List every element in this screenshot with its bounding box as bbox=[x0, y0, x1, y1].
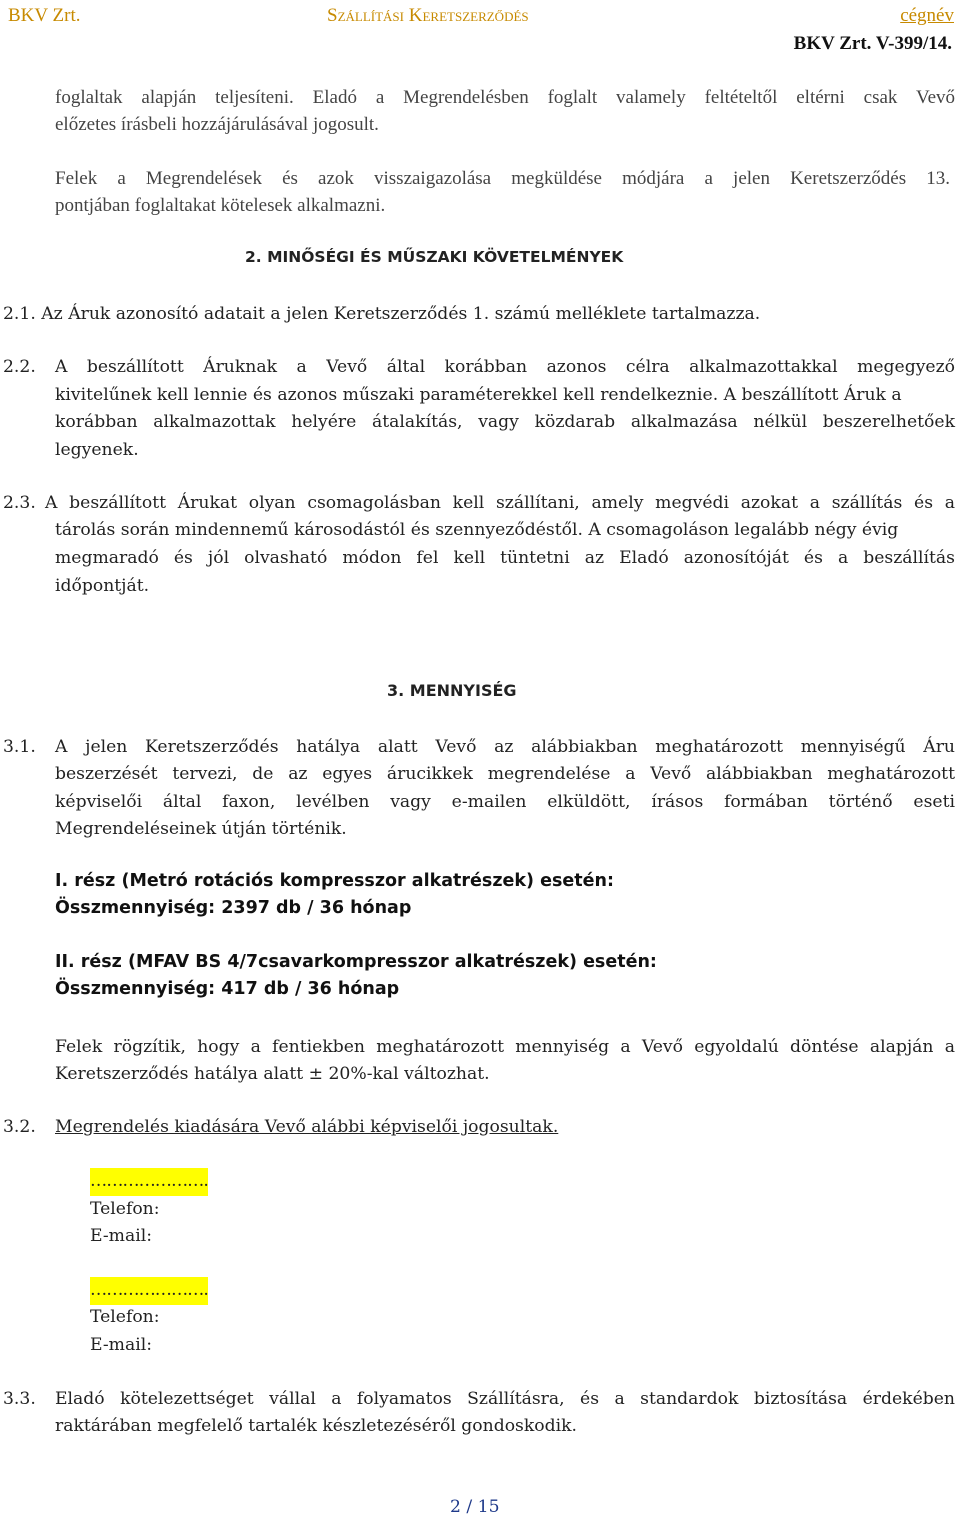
paragraph-3-3-line-2: raktárában megfelelő tartalék készletezéséről gondoskodik. bbox=[55, 1416, 578, 1436]
intro-line-1: foglaltak alapján teljesíteni. Eladó a Megrendelésben foglalt valamely feltételtől eltérni csak Vevő bbox=[55, 87, 955, 108]
paragraph-3-1-line-4: Megrendeléseinek útján történik. bbox=[55, 819, 347, 839]
tolerance-line-2: Keretszerződés hatálya alatt ± 20%-kal változhat. bbox=[55, 1064, 490, 1084]
header-placeholder: cégnév bbox=[900, 5, 954, 26]
paragraph-2-3-line-2: tárolás során mindennemű károsodástól és szennyeződéstől. A csomagoláson legalább négy évig bbox=[55, 520, 899, 540]
intro-line-2: előzetes írásbeli hozzájárulásával jogosult. bbox=[55, 114, 379, 135]
page-number: 2 / 15 bbox=[450, 1497, 500, 1517]
paragraph-3-2-number: 3.2. bbox=[3, 1117, 36, 1137]
header-title: Szállítási Keretszerződés bbox=[327, 5, 529, 26]
representative-1-name: …………………. bbox=[90, 1168, 208, 1196]
paragraph-3-1-line-2: beszerzését tervezi, de az egyes árucikkek megrendelése a Vevő alábbiakban meghatározott bbox=[55, 764, 955, 784]
section-2-title: 2. MINŐSÉGI ÉS MŰSZAKI KÖVETELMÉNYEK bbox=[245, 248, 624, 266]
paragraph-2-3-line-4: időpontját. bbox=[55, 576, 150, 596]
representative-1-phone: Telefon: bbox=[90, 1199, 160, 1219]
representative-1-email: E-mail: bbox=[90, 1226, 153, 1246]
paragraph-2-2-line-1: A beszállított Áruknak a Vevő által korábban azonos célra alkalmazottakkal megegyező bbox=[55, 357, 955, 377]
paragraph-2-3-number: 2.3. bbox=[3, 493, 36, 513]
intro-line-4: pontjában foglaltakat kötelesek alkalmazni. bbox=[55, 195, 386, 216]
intro-line-3: Felek a Megrendelések és azok visszaigazolása megküldése módjára a jelen Keretszerződés 13. bbox=[55, 168, 950, 189]
paragraph-2-3-line-1: A beszállított Árukat olyan csomagolásban kell szállítani, amely megvédi azokat a szállítás és a bbox=[45, 493, 955, 513]
part-1-title: I. rész (Metró rotációs kompresszor alkatrészek) esetén: bbox=[55, 871, 614, 891]
paragraph-3-1-line-3: képviselői által faxon, levélben vagy e-mailen elküldött, írásos formában történő eseti bbox=[55, 792, 955, 812]
paragraph-3-2-text: Megrendelés kiadására Vevő alábbi képviselői jogosultak. bbox=[55, 1117, 559, 1137]
paragraph-3-1-number: 3.1. bbox=[3, 737, 36, 757]
paragraph-3-3-number: 3.3. bbox=[3, 1389, 36, 1409]
representative-2-name: …………………. bbox=[90, 1277, 208, 1305]
section-3-title: 3. MENNYISÉG bbox=[387, 681, 517, 700]
paragraph-2-2-line-3: korábban alkalmazottak helyére átalakítás, vagy közdarab alkalmazása nélkül beszerelhetőek bbox=[55, 412, 955, 432]
paragraph-3-3-line-1: Eladó kötelezettséget vállal a folyamatos Szállításra, és a standardok biztosítása érdekében bbox=[55, 1389, 955, 1409]
part-1-quantity: Összmennyiség: 2397 db / 36 hónap bbox=[55, 898, 412, 918]
header-contract-number: BKV Zrt. V-399/14. bbox=[793, 33, 952, 54]
part-2-title: II. rész (MFAV BS 4/7csavarkompresszor alkatrészek) esetén: bbox=[55, 952, 657, 972]
header-company: BKV Zrt. bbox=[8, 5, 81, 26]
paragraph-2-2-line-4: legyenek. bbox=[55, 440, 139, 460]
paragraph-2-1: 2.1. Az Áruk azonosító adatait a jelen Keretszerződés 1. számú melléklete tartalmazza. bbox=[3, 304, 761, 324]
paragraph-2-3-line-3: megmaradó és jól olvasható módon fel kell tüntetni az Eladó azonosítóját és a beszállítás bbox=[55, 548, 955, 568]
representative-2-email: E-mail: bbox=[90, 1335, 153, 1355]
paragraph-2-2-number: 2.2. bbox=[3, 357, 36, 377]
paragraph-2-2-line-2: kivitelűnek kell lennie és azonos műszaki paraméterekkel kell rendelkeznie. A beszállított Áruk a bbox=[55, 385, 902, 405]
paragraph-3-1-line-1: A jelen Keretszerződés hatálya alatt Vevő az alábbiakban meghatározott mennyiségű Áru bbox=[55, 737, 955, 757]
tolerance-line-1: Felek rögzítik, hogy a fentiekben meghatározott mennyiség a Vevő egyoldalú döntése alapján a bbox=[55, 1037, 955, 1057]
part-2-quantity: Összmennyiség: 417 db / 36 hónap bbox=[55, 979, 400, 999]
representative-2-phone: Telefon: bbox=[90, 1307, 160, 1327]
